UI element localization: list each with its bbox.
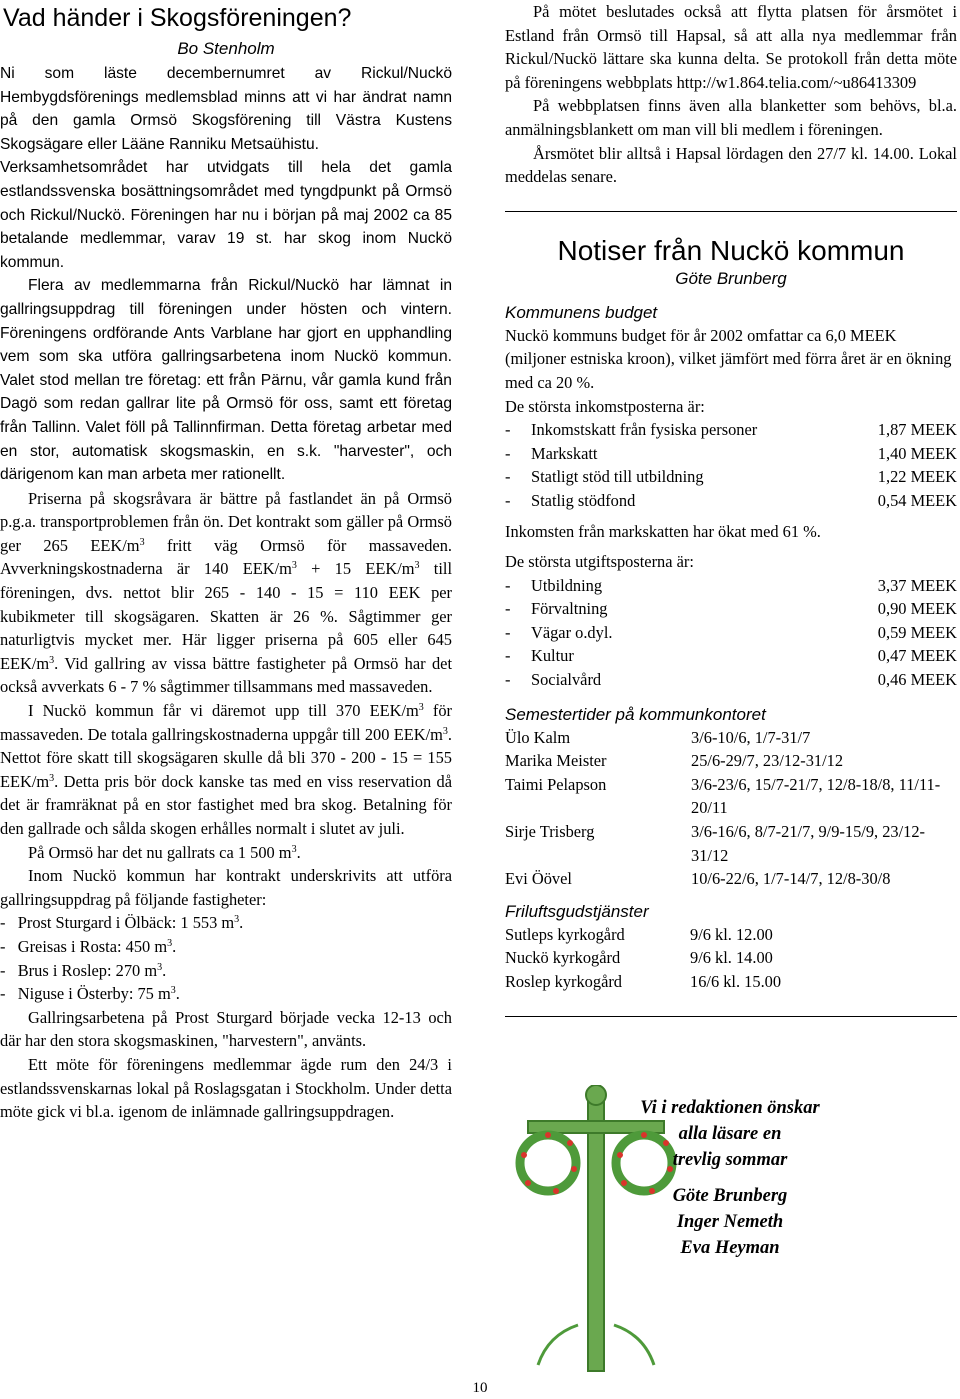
paragraph: Ni som läste decembernumret av Rickul/Nuckö Hembygdsförenings medlemsblad minns att vi har ändrat namn på den gamla Ormsö Skogsförening till Västra Kustens Skogsägare eller Lääne Ranniku Metsaühistu. [0,65,452,153]
page-number: 10 [472,1380,488,1396]
paragraph: Årsmötet blir alltså i Hapsal lördagen den 27/7 kl. 14.00. Lokal meddelas senare. [505,143,957,187]
paragraph: Priserna på skogsråvara är bättre på fastlandet än på Ormsö p.g.a. transportproblemen från ön. Det kontrakt som gäller på Ormsö ger 265 EEK/$m^3$ fritt väg Ormsö för massaveden. Avverkningskostnaderna är 140 EEK/$m^3 + 15$ EEK/$m^3$ till föreningen, dvs. nettot blir 265 - 140 - 15 = 110 EEK per kubikmeter till skogsägaren. Skatten är 26 %. Sågtimmer ger naturligtvis mycket mer. Här ligger priserna på 605 eller 645 EEK/$m^3$. Vid gallring av vissa bättre fastigheter på Ormsö har det också avverkats 6 - 7 % sågtimmer tillsammans med massaveden. [0,488,452,697]
divider [505,211,957,212]
service-row: Roslep kyrkogård 16/6 kl. 15.00 [505,972,782,991]
service-row: Nuckö kyrkogård 9/6 kl. 14.00 [505,948,773,968]
article-continuation [505,0,957,189]
article-title: Vad händer i Skogsföreningen? [3,4,352,32]
service-row: Sutleps kyrkogård 9/6 kl. 12.00 [505,924,773,944]
semester-list [505,726,957,891]
greeting-line: alla läsare en [678,1124,782,1144]
paragraph: Gallringsarbetena på Prost Sturgard började vecka 12-13 och där har den stora skogsmaskinen, "harvestern", använts. [0,1007,452,1051]
income-note: Inkomsten från markskatten har ökat med 61 %. [505,521,821,541]
paragraph: På webbplatsen finns även alla blanketter som behövs, bl.a. anmälningsblankett om man vill bli medlem i föreningen. [505,96,957,139]
greeting [608,1095,852,1261]
expense-row: - Kultur 0,47 MEEK [505,646,957,666]
semester-row: Evi Öövel 10/6-22/6, 1/7-14/7, 12/8-30/8 [505,869,891,889]
list-item: - Greisas i Rosta: 450 $m^3$. [0,936,177,956]
article-author: Bo Stenholm [177,39,275,58]
income-list [505,418,957,512]
signer: Göte Brunberg [672,1186,788,1206]
section-heading-budget: Kommunens budget [505,302,658,322]
paragraph: Flera av medlemmarna från Rickul/Nuckö har lämnat in gallringsuppdrag till föreningen under hösten och vintern. Föreningens ordförande Ants Varblane har gjort en upphandling vem som ska utföra gallringsarbetena inom Nuckö kommun. Valet stod mellan tre företag: ett från Pärnu, vår gamla kund från Dagö som redan gallrar lite på Ormsö för oss, samt ett företag från Tallinn. Valet föll på Tallinnfirman. Detta företag arbetar med en stor, automatisk skogsmaskin, en s.k. "harvester", och därigenom kan man arbeta mer rationellt. [0,277,452,484]
signer: Inger Nemeth [676,1212,784,1232]
income-heading: De största inkomstposterna är: [505,396,705,416]
paragraph: I Nuckö kommun får vi däremot upp till 370 EEK/$m^3$ för massaveden. De totala gallringskostnaderna uppgår till 200 EEK/$m^3$. Nettot före skatt till skogsägaren skulle då bli 370 - 200 - 15 = 155 EEK/$m^3$. Detta pris bör dock kanske tas med en viss reservation då det är framräknat på en stor fastighet med bra skog. Betalning för den gallrade och sålda skogen erhålles normalt i slutet av juli. [0,701,452,838]
divider [505,1016,957,1017]
paragraph: Ett möte för föreningens medlemmar ägde rum den 24/3 i estlandssvenskarnas lokal på Roslagsgatan i Stockholm. Under detta möte gick vi bl.a. igenom de inlämnade gallringsuppdragen. [0,1054,452,1122]
income-row: - Statligt stöd till utbildning 1,22 MEEK [505,467,957,487]
list-item: - Niguse i Österby: 75 $m^3$. [0,984,180,1004]
signer: Eva Heyman [680,1238,780,1258]
article-body [0,62,452,1124]
paragraph: Verksamhetsområdet har utvidgats till hela det gamla estlandssvenska bosättningsområdet med tyngdpunkt på Ormsö och Rickul/Nuckö. Föreningen har nu i början på maj 2002 ca 85 betalande medlemmar, varav 19 st. har skog inom Nuckö kommun. [0,159,452,271]
services-list [505,923,957,994]
notiser-title: Notiser från Nuckö kommun [557,234,905,266]
expense-row: - Förvaltning 0,90 MEEK [505,599,957,619]
greeting-line: trevlig sommar [672,1150,788,1170]
semester-row: Sirje Trisberg 3/6-16/6, 8/7-21/7, 9/9-15/9, 23/12-31/12 [505,822,926,865]
income-row: - Inkomstskatt från fysiska personer 1,87 MEEK [505,420,957,440]
income-row: - Statlig stödfond 0,54 MEEK [505,490,957,510]
expense-row: - Utbildning 3,37 MEEK [505,575,957,595]
greeting-line: Vi i redaktionen önskar [640,1098,820,1118]
expense-heading: De största utgiftsposterna är: [505,552,694,572]
list-item: - Brus i Roslep: 270 $m^3$. [0,960,167,980]
paragraph: På Ormsö har det nu gallrats ca 1 500 $m^3$. [28,842,301,862]
expense-row: - Vägar o.dyl. 0,59 MEEK [505,622,957,642]
semester-row: Taimi Pelapson 3/6-23/6, 15/7-21/7, 12/8-18/8, 11/11-20/11 [505,774,941,818]
budget-text: Nuckö kommuns budget för år 2002 omfattar ca 6,0 MEEK (miljoner estniska kroon), vilket jämfört med förra året är en ökning med ca 20 %. [505,325,952,392]
right-column [505,0,957,1017]
paragraph: På mötet beslutades också att flytta platsen för årsmötet i Estland från Ormsö till Hapsal, så att alla nya medlemmar från Rickul/Nuckö lättare ska kunna delta. Se protokoll från detta möte på föreningens webbplats http://w1.864.telia.com/~u86413309 [505,2,957,92]
list-item: - Prost Sturgard i Ölbäck: 1 553 $m^3$. [0,913,244,933]
semester-row: Marika Meister 25/6-29/7, 23/12-31/12 [505,751,844,771]
expense-row: - Socialvård 0,46 MEEK [505,670,957,690]
expense-list [505,574,957,692]
left-column [0,0,452,1124]
notiser-author: Göte Brunberg [675,268,787,288]
section-heading-services: Friluftsgudstjänster [505,901,649,921]
paragraph: Inom Nuckö kommun har kontrakt underskrivits att utföra gallringsuppdrag på följande fastigheter: [0,866,452,909]
section-heading-semester: Semestertider på kommunkontoret [505,704,766,724]
semester-row: Ülo Kalm 3/6-10/6, 1/7-31/7 [505,727,811,747]
income-row: - Markskatt 1,40 MEEK [505,443,957,463]
signers [608,1183,852,1261]
